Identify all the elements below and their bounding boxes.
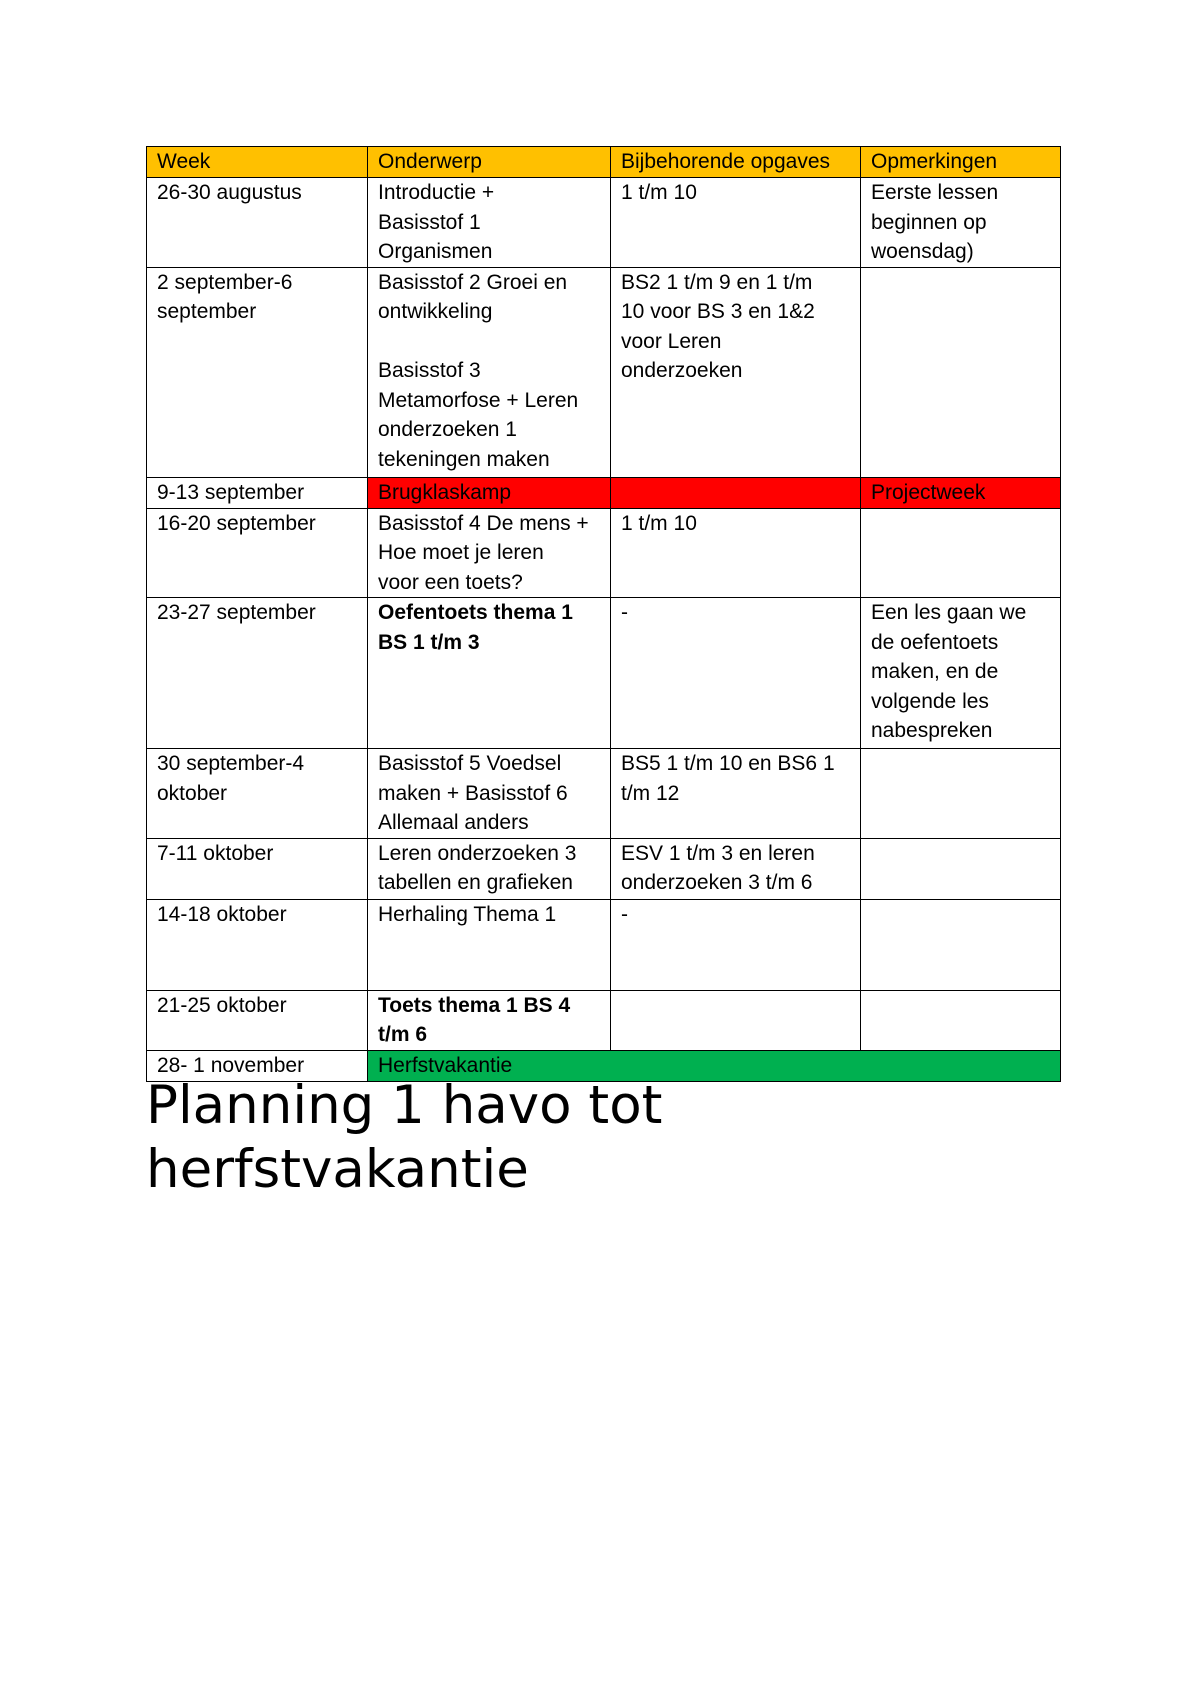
table-row: [147, 990, 1061, 1050]
onderwerp-cell: Herfstvakantie: [368, 1050, 1061, 1081]
opmerkingen-cell: [861, 749, 1061, 839]
week-cell: 7-11 oktober: [147, 838, 368, 899]
onderwerp-cell: Basisstof 2 Groei en ontwikkeling Basisstof 3 Metamorfose + Leren onderzoeken 1 tekeningen maken: [368, 267, 611, 477]
opgaves-cell: [611, 477, 861, 508]
onderwerp-cell: Oefentoets thema 1 BS 1 t/m 3: [368, 598, 611, 749]
opmerkingen-cell: [861, 267, 1061, 477]
opmerkingen-cell: [861, 838, 1061, 899]
week-cell: 23-27 september: [147, 598, 368, 749]
opmerkingen-cell: Eerste lessen beginnen op woensdag): [861, 178, 1061, 268]
week-cell: 26-30 augustus: [147, 178, 368, 268]
opgaves-cell: BS2 1 t/m 9 en 1 t/m 10 voor BS 3 en 1&2 voor Leren onderzoeken: [611, 267, 861, 477]
opgaves-cell: [611, 990, 861, 1050]
onderwerp-cell: Herhaling Thema 1: [368, 899, 611, 990]
week-cell: 28- 1 november: [147, 1050, 368, 1081]
week-cell: 9-13 september: [147, 477, 368, 508]
opmerkingen-cell: [861, 990, 1061, 1050]
header-opgaves: Bijbehorende opgaves: [611, 147, 861, 178]
table-row: [147, 899, 1061, 990]
opmerkingen-cell: Een les gaan we de oefentoets maken, en de volgende les nabespreken: [861, 598, 1061, 749]
opmerkingen-cell: [861, 899, 1061, 990]
header-onderwerp: Onderwerp: [368, 147, 611, 178]
week-cell: 21-25 oktober: [147, 990, 368, 1050]
week-cell: 14-18 oktober: [147, 899, 368, 990]
page-title: Planning 1 havo tot herfstvakantie: [146, 1075, 663, 1200]
onderwerp-cell: Toets thema 1 BS 4 t/m 6: [368, 990, 611, 1050]
table-row: [147, 598, 1061, 749]
opgaves-cell: -: [611, 598, 861, 749]
onderwerp-cell: Introductie + Basisstof 1 Organismen: [368, 178, 611, 268]
opmerkingen-cell: Projectweek: [861, 477, 1061, 508]
table-row: [147, 508, 1061, 598]
header-opmerkingen: Opmerkingen: [861, 147, 1061, 178]
onderwerp-cell: Leren onderzoeken 3 tabellen en grafieken: [368, 838, 611, 899]
table-header-row: [147, 147, 1061, 178]
table-row: [147, 178, 1061, 268]
onderwerp-cell: Basisstof 4 De mens + Hoe moet je leren voor een toets?: [368, 508, 611, 598]
opgaves-cell: ESV 1 t/m 3 en leren onderzoeken 3 t/m 6: [611, 838, 861, 899]
opmerkingen-cell: [861, 508, 1061, 598]
header-week: Week: [147, 147, 368, 178]
opgaves-cell: 1 t/m 10: [611, 508, 861, 598]
week-cell: 30 september-4 oktober: [147, 749, 368, 839]
opgaves-cell: 1 t/m 10: [611, 178, 861, 268]
onderwerp-cell: Brugklaskamp: [368, 477, 611, 508]
opgaves-cell: -: [611, 899, 861, 990]
table-row: [147, 838, 1061, 899]
table-row: [147, 749, 1061, 839]
planning-table: [146, 146, 1061, 1082]
table-row: [147, 477, 1061, 508]
week-cell: 16-20 september: [147, 508, 368, 598]
opgaves-cell: BS5 1 t/m 10 en BS6 1 t/m 12: [611, 749, 861, 839]
onderwerp-cell: Basisstof 5 Voedsel maken + Basisstof 6 Allemaal anders: [368, 749, 611, 839]
week-cell: 2 september-6 september: [147, 267, 368, 477]
table-row: [147, 267, 1061, 477]
